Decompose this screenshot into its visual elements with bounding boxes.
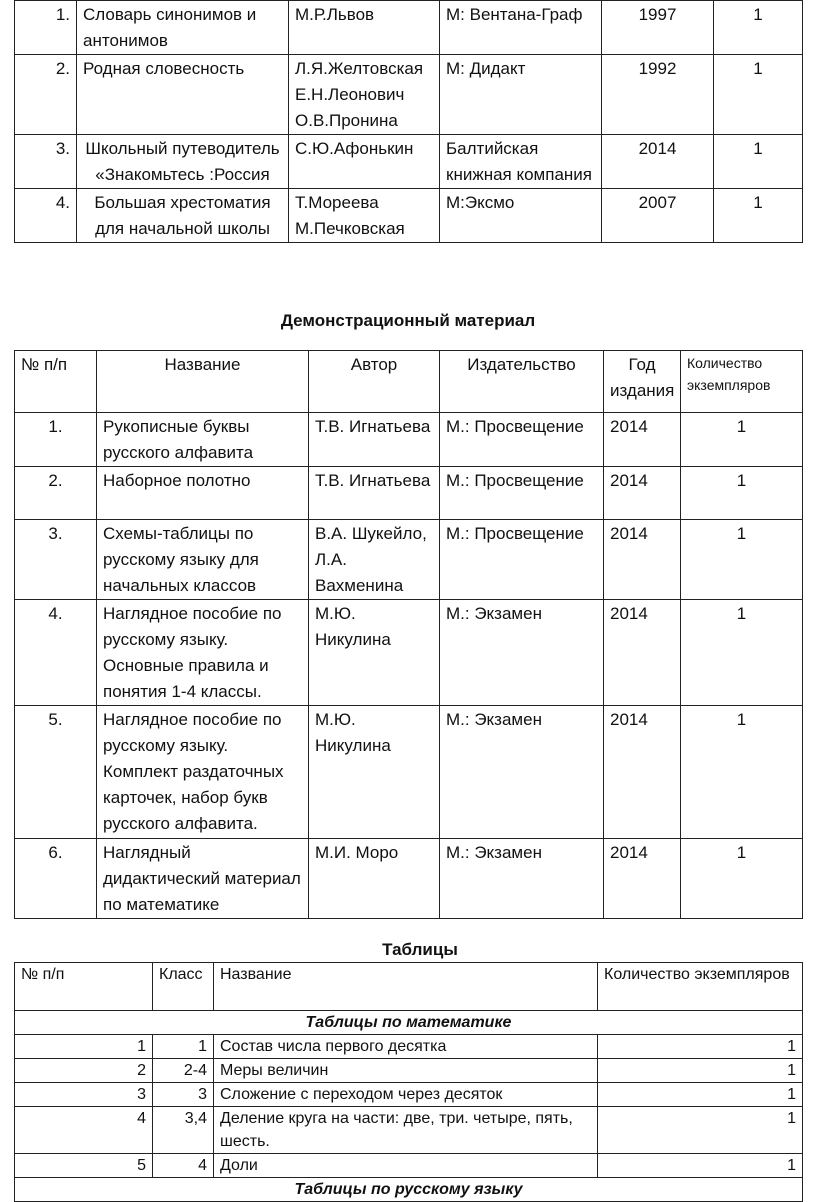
row-number: 1. bbox=[15, 413, 97, 467]
title-cell: Школьный путеводитель «Знакомьтесь :Россия bbox=[77, 135, 289, 189]
author-cell: Т.В. Игнатьева bbox=[309, 467, 440, 520]
section-row-math bbox=[15, 1011, 803, 1035]
quantity-cell: 1 bbox=[714, 1, 803, 55]
table-row bbox=[15, 839, 803, 919]
class-cell: 3 bbox=[153, 1083, 214, 1107]
demo-material-table bbox=[14, 350, 803, 919]
publisher-cell: М.: Просвещение bbox=[440, 413, 604, 467]
table-row bbox=[15, 706, 803, 839]
author-cell: Л.Я.Желтовская Е.Н.Леонович О.В.Пронина bbox=[289, 55, 440, 135]
title-cell: Меры величин bbox=[214, 1059, 598, 1083]
row-number: 6. bbox=[15, 839, 97, 919]
table-row bbox=[15, 55, 803, 135]
author-cell: М.Ю. Никулина bbox=[309, 706, 440, 839]
year-cell: 2014 bbox=[604, 413, 681, 467]
row-number: 4. bbox=[15, 189, 77, 243]
row-number: 4 bbox=[15, 1107, 153, 1154]
title-cell: Доли bbox=[214, 1154, 598, 1178]
table-row bbox=[15, 520, 803, 600]
table-header-row bbox=[15, 963, 803, 1011]
row-number: 3 bbox=[15, 1083, 153, 1107]
class-cell: 1 bbox=[153, 1035, 214, 1059]
title-cell: Наглядное пособие по русскому языку. Основные правила и понятия 1-4 классы. bbox=[97, 600, 309, 706]
class-cell: 3,4 bbox=[153, 1107, 214, 1154]
year-cell: 1992 bbox=[602, 55, 714, 135]
quantity-cell: 1 bbox=[598, 1083, 803, 1107]
title-cell: Наглядное пособие по русскому языку. Комплект раздаточных карточек, набор букв русского алфавита. bbox=[97, 706, 309, 839]
table-row bbox=[15, 1035, 803, 1059]
tables-heading: Таблицы bbox=[382, 940, 458, 959]
table-row bbox=[15, 600, 803, 706]
class-cell: 4 bbox=[153, 1154, 214, 1178]
author-cell: В.А. Шукейло, Л.А. Вахменина bbox=[309, 520, 440, 600]
demo-material-heading: Демонстрационный материал bbox=[280, 311, 536, 330]
author-cell: М.И. Моро bbox=[309, 839, 440, 919]
title-cell: Наглядный дидактический материал по математике bbox=[97, 839, 309, 919]
year-cell: 2014 bbox=[604, 520, 681, 600]
title-cell: Сложение с переходом через десяток bbox=[214, 1083, 598, 1107]
quantity-cell: 1 bbox=[598, 1035, 803, 1059]
title-cell: Состав числа первого десятка bbox=[214, 1035, 598, 1059]
title-cell: Рукописные буквы русского алфавита bbox=[97, 413, 309, 467]
title-cell: Большая хрестоматия для начальной школы bbox=[77, 189, 289, 243]
year-cell: 2014 bbox=[604, 839, 681, 919]
title-cell: Наборное полотно bbox=[97, 467, 309, 520]
header-quantity: Количество экземпляров bbox=[598, 963, 803, 1011]
year-cell: 1997 bbox=[602, 1, 714, 55]
header-quantity: Количество экземпляров bbox=[681, 351, 803, 413]
year-cell: 2014 bbox=[604, 467, 681, 520]
publisher-cell: М.: Экзамен bbox=[440, 706, 604, 839]
table-row bbox=[15, 467, 803, 520]
table-row bbox=[15, 1083, 803, 1107]
publisher-cell: Балтийская книжная компания bbox=[440, 135, 602, 189]
quantity-cell: 1 bbox=[714, 135, 803, 189]
header-title: Название bbox=[214, 963, 598, 1011]
section-title: Таблицы по русскому языку bbox=[15, 1178, 803, 1202]
books-table bbox=[14, 0, 803, 243]
class-cell: 2-4 bbox=[153, 1059, 214, 1083]
quantity-cell: 1 bbox=[681, 600, 803, 706]
quantity-cell: 1 bbox=[681, 413, 803, 467]
author-cell: М.Р.Львов bbox=[289, 1, 440, 55]
quantity-cell: 1 bbox=[598, 1107, 803, 1154]
teaching-tables-table bbox=[14, 962, 803, 1202]
quantity-cell: 1 bbox=[681, 520, 803, 600]
row-number: 2 bbox=[15, 1059, 153, 1083]
title-cell: Деление круга на части: две, три. четыре, пять, шесть. bbox=[214, 1107, 598, 1154]
author-cell: Т.В. Игнатьева bbox=[309, 413, 440, 467]
year-cell: 2014 bbox=[604, 600, 681, 706]
row-number: 5. bbox=[15, 706, 97, 839]
quantity-cell: 1 bbox=[681, 839, 803, 919]
publisher-cell: М.: Экзамен bbox=[440, 600, 604, 706]
year-cell: 2007 bbox=[602, 189, 714, 243]
quantity-cell: 1 bbox=[714, 55, 803, 135]
quantity-cell: 1 bbox=[681, 467, 803, 520]
row-number: 3. bbox=[15, 135, 77, 189]
quantity-cell: 1 bbox=[681, 706, 803, 839]
row-number: 1 bbox=[15, 1035, 153, 1059]
title-cell: Схемы-таблицы по русскому языку для начальных классов bbox=[97, 520, 309, 600]
row-number: 5 bbox=[15, 1154, 153, 1178]
title-cell: Словарь синонимов и антонимов bbox=[77, 1, 289, 55]
title-cell: Родная словесность bbox=[77, 55, 289, 135]
table-row bbox=[15, 1, 803, 55]
author-cell: Т.Мореева М.Печковская bbox=[289, 189, 440, 243]
quantity-cell: 1 bbox=[598, 1059, 803, 1083]
year-cell: 2014 bbox=[602, 135, 714, 189]
table-row bbox=[15, 1107, 803, 1154]
publisher-cell: М: Вентана-Граф bbox=[440, 1, 602, 55]
header-number: № п/п bbox=[15, 963, 153, 1011]
quantity-cell: 1 bbox=[714, 189, 803, 243]
table-header-row bbox=[15, 351, 803, 413]
publisher-cell: М: Дидакт bbox=[440, 55, 602, 135]
row-number: 2. bbox=[15, 55, 77, 135]
header-year: Год издания bbox=[604, 351, 681, 413]
header-number: № п/п bbox=[15, 351, 97, 413]
publisher-cell: М:Эксмо bbox=[440, 189, 602, 243]
section-row-russian bbox=[15, 1178, 803, 1202]
table-row bbox=[15, 1059, 803, 1083]
publisher-cell: М.: Просвещение bbox=[440, 467, 604, 520]
publisher-cell: М.: Просвещение bbox=[440, 520, 604, 600]
header-title: Название bbox=[97, 351, 309, 413]
publisher-cell: М.: Экзамен bbox=[440, 839, 604, 919]
table-row bbox=[15, 1154, 803, 1178]
section-title: Таблицы по математике bbox=[15, 1011, 803, 1035]
author-cell: С.Ю.Афонькин bbox=[289, 135, 440, 189]
header-class: Класс bbox=[153, 963, 214, 1011]
header-author: Автор bbox=[309, 351, 440, 413]
year-cell: 2014 bbox=[604, 706, 681, 839]
table-row bbox=[15, 413, 803, 467]
row-number: 2. bbox=[15, 467, 97, 520]
row-number: 3. bbox=[15, 520, 97, 600]
table-row bbox=[15, 189, 803, 243]
row-number: 1. bbox=[15, 1, 77, 55]
quantity-cell: 1 bbox=[598, 1154, 803, 1178]
table-row bbox=[15, 135, 803, 189]
header-publisher: Издательство bbox=[440, 351, 604, 413]
row-number: 4. bbox=[15, 600, 97, 706]
author-cell: М.Ю. Никулина bbox=[309, 600, 440, 706]
